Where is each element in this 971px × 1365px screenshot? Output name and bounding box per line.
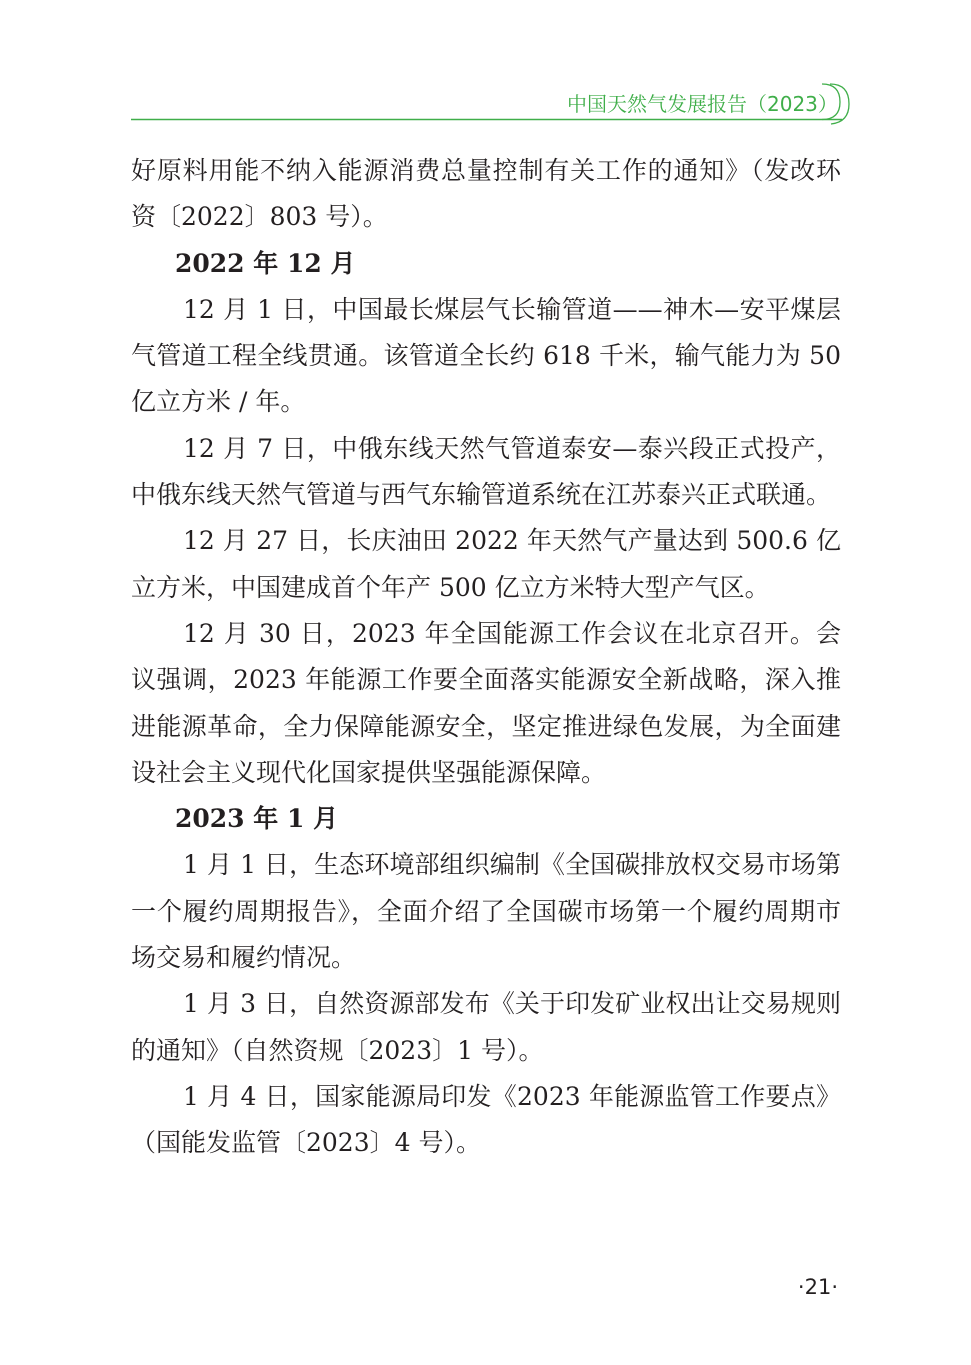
page-number: ·21·: [797, 1275, 838, 1299]
paragraph: 好原料用能不纳入能源消费总量控制有关工作的通知》（发改环资〔2022〕803 号）。: [131, 156, 841, 232]
paragraph: 1 月 4 日，国家能源局印发《2023 年能源监管工作要点》（国能发监管〔2023〕4 号）。: [131, 1081, 841, 1158]
section-heading-2022-12: 2022 年 12 月: [175, 248, 356, 278]
paragraph: 12 月 7 日，中俄东线天然气管道泰安—泰兴段正式投产，中俄东线天然气管道与西气东输管道系统在江苏泰兴正式联通。: [131, 433, 841, 510]
paragraph: 1 月 1 日，生态环境部组织编制《全国碳排放权交易市场第一个履约周期报告》，全面介绍了全国碳市场第一个履约周期市场交易和履约情况。: [131, 850, 841, 973]
header-rule: [0, 0, 971, 140]
paragraph: 12 月 30 日，2023 年全国能源工作会议在北京召开。会议强调，2023 年能源工作要全面落实能源安全新战略，深入推进能源革命，全力保障能源安全，坚定推进绿色发展，为全面建设社会主义现代化国家提供坚强能源保障。: [131, 618, 841, 787]
paragraph: 12 月 1 日，中国最长煤层气长输管道——神木—安平煤层气管道工程全线贯通。该管道全长约 618 千米，输气能力为 50 亿立方米 / 年。: [131, 294, 841, 417]
paragraph: 1 月 3 日，自然资源部发布《关于印发矿业权出让交易规则的通知》（自然资规〔2023〕1 号）。: [131, 989, 841, 1065]
paragraph: 12 月 27 日，长庆油田 2022 年天然气产量达到 500.6 亿立方米，中国建成首个年产 500 亿立方米特大型产气区。: [131, 526, 841, 602]
body-text: [131, 148, 841, 1167]
section-heading-2023-01: 2023 年 1 月: [175, 804, 339, 834]
running-header-title: 中国天然气发展报告（2023）: [567, 92, 838, 116]
